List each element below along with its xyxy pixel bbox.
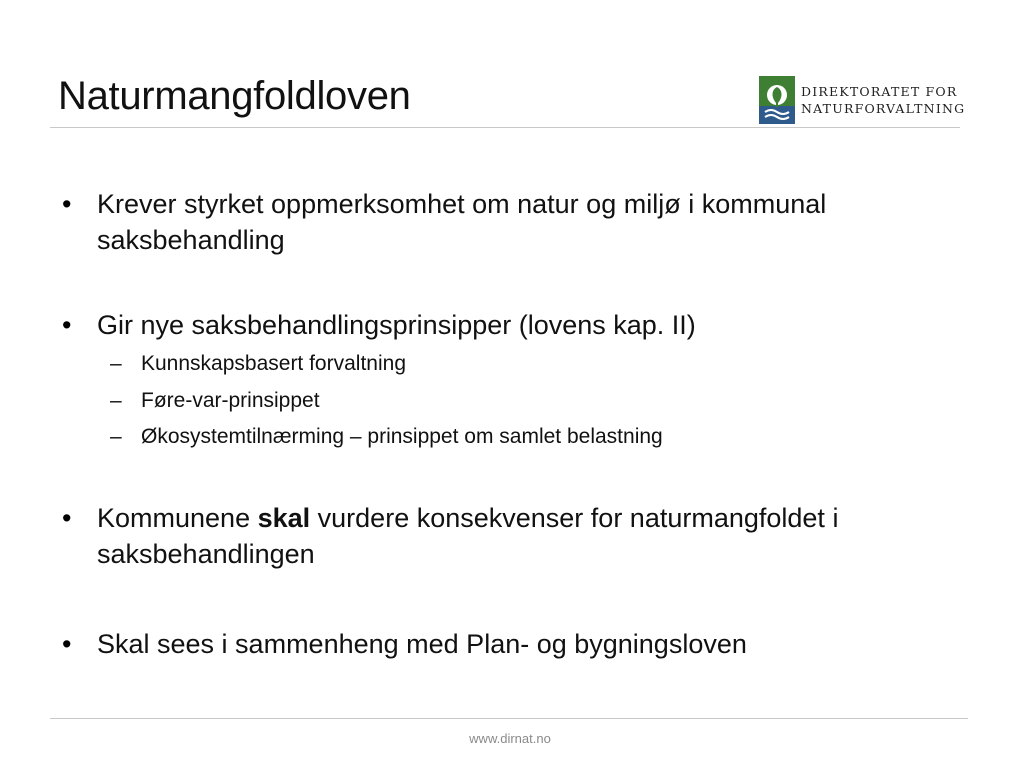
slide-title: Naturmangfoldloven	[58, 74, 411, 118]
bullet-1-line-1: Krever styrket oppmerksomhet om natur og miljø i kommunal	[97, 189, 827, 219]
title-divider	[50, 127, 960, 128]
footer-url: www.dirnat.no	[469, 731, 551, 746]
subitem-1: Kunnskapsbasert forvaltning	[141, 352, 406, 375]
bullet-3-emphasis: skal	[257, 503, 311, 533]
footer-divider	[50, 718, 968, 719]
dirnat-logo	[759, 76, 965, 124]
footer	[0, 731, 1024, 746]
bullet-3-line-2: saksbehandlingen	[97, 539, 315, 569]
subitem-marker: –	[110, 352, 122, 375]
bullet-marker: •	[62, 503, 72, 533]
dirnat-emblem-icon	[759, 76, 795, 124]
logo-wordmark	[801, 83, 965, 117]
bullet-marker: •	[62, 189, 72, 219]
subitem-marker: –	[110, 425, 122, 448]
subitem-marker: –	[110, 389, 122, 412]
subitem-2: Føre-var-prinsippet	[141, 389, 320, 412]
bullet-2-line-1: Gir nye saksbehandlingsprinsipper (lovens kap. II)	[97, 310, 696, 340]
logo-line-2: NATURFORVALTNING	[801, 101, 966, 116]
bullet-1-line-2: saksbehandling	[97, 225, 285, 255]
bullet-marker: •	[62, 310, 72, 340]
bullet-3-text-before: Kommunene	[97, 503, 258, 533]
bullet-4-line-1: Skal sees i sammenheng med Plan- og bygningsloven	[97, 629, 747, 659]
bullet-3-line-1	[97, 500, 977, 536]
bullet-3-text-after: vurdere konsekvenser for naturmangfoldet i	[310, 503, 839, 533]
bullet-marker: •	[62, 629, 72, 659]
subitem-3: Økosystemtilnærming – prinsippet om samlet belastning	[141, 425, 663, 448]
logo-line-1: DIREKTORATET FOR	[801, 84, 958, 99]
